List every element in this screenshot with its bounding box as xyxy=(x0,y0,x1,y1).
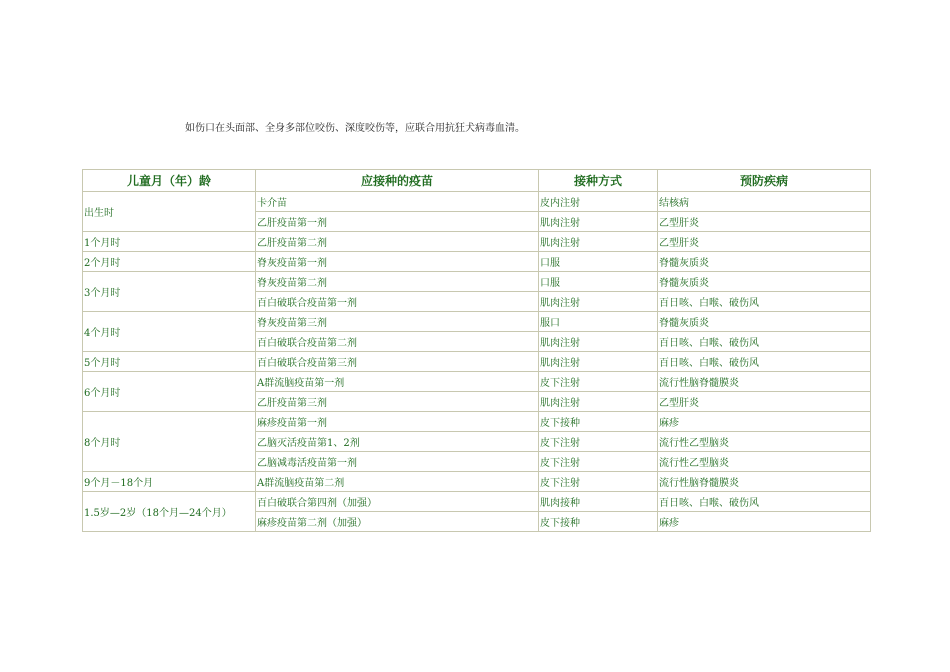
disease-cell: 乙型肝炎 xyxy=(658,392,871,412)
disease-cell: 百日咳、白喉、破伤风 xyxy=(658,492,871,512)
disease-cell: 百日咳、白喉、破伤风 xyxy=(658,352,871,372)
disease-cell: 百日咳、白喉、破伤风 xyxy=(658,292,871,312)
vaccine-cell: 卡介苗 xyxy=(256,192,539,212)
vaccination-schedule-table xyxy=(82,169,871,532)
header-vaccine: 应接种的疫苗 xyxy=(256,170,539,192)
method-cell: 皮下注射 xyxy=(539,452,658,472)
vaccine-cell: A群流脑疫苗第二剂 xyxy=(256,472,539,492)
disease-cell: 乙型肝炎 xyxy=(658,212,871,232)
disease-cell: 流行性乙型脑炎 xyxy=(658,452,871,472)
method-cell: 肌肉注射 xyxy=(539,212,658,232)
header-method: 接种方式 xyxy=(539,170,658,192)
age-cell: 出生时 xyxy=(83,192,256,232)
table-row xyxy=(83,192,871,212)
rabies-note: 如伤口在头面部、全身多部位咬伤、深度咬伤等，应联合用抗狂犬病毒血清。 xyxy=(185,123,525,134)
table-row xyxy=(83,272,871,292)
method-cell: 肌肉注射 xyxy=(539,392,658,412)
table-row xyxy=(83,412,871,432)
vaccine-cell: 乙脑减毒活疫苗第一剂 xyxy=(256,452,539,472)
disease-cell: 乙型肝炎 xyxy=(658,232,871,252)
age-cell: 9个月－18个月 xyxy=(83,472,256,492)
vaccine-cell: 百白破联合疫苗第三剂 xyxy=(256,352,539,372)
disease-cell: 脊髓灰质炎 xyxy=(658,312,871,332)
age-cell: 8个月时 xyxy=(83,412,256,472)
disease-cell: 脊髓灰质炎 xyxy=(658,252,871,272)
table-header-row xyxy=(83,170,871,192)
vaccine-cell: 脊灰疫苗第二剂 xyxy=(256,272,539,292)
method-cell: 口服 xyxy=(539,272,658,292)
method-cell: 肌肉注射 xyxy=(539,332,658,352)
method-cell: 皮下接种 xyxy=(539,512,658,532)
vaccine-cell: 百白破联合第四剂（加强） xyxy=(256,492,539,512)
age-cell: 2个月时 xyxy=(83,252,256,272)
vaccine-cell: A群流脑疫苗第一剂 xyxy=(256,372,539,392)
vaccine-cell: 麻疹疫苗第一剂 xyxy=(256,412,539,432)
age-cell: 3个月时 xyxy=(83,272,256,312)
table-body xyxy=(83,192,871,532)
table-row xyxy=(83,312,871,332)
vaccine-cell: 乙肝疫苗第三剂 xyxy=(256,392,539,412)
age-cell: 1.5岁—2岁（18个月—24个月） xyxy=(83,492,256,532)
disease-cell: 麻疹 xyxy=(658,512,871,532)
vaccine-cell: 脊灰疫苗第一剂 xyxy=(256,252,539,272)
table-row xyxy=(83,252,871,272)
method-cell: 口服 xyxy=(539,252,658,272)
disease-cell: 流行性脑脊髓膜炎 xyxy=(658,472,871,492)
table-row xyxy=(83,352,871,372)
disease-cell: 百日咳、白喉、破伤风 xyxy=(658,332,871,352)
method-cell: 皮下接种 xyxy=(539,412,658,432)
vaccine-cell: 乙肝疫苗第二剂 xyxy=(256,232,539,252)
method-cell: 皮下注射 xyxy=(539,472,658,492)
method-cell: 皮内注射 xyxy=(539,192,658,212)
disease-cell: 麻疹 xyxy=(658,412,871,432)
header-age: 儿童月（年）龄 xyxy=(83,170,256,192)
method-cell: 肌肉注射 xyxy=(539,352,658,372)
age-cell: 4个月时 xyxy=(83,312,256,352)
disease-cell: 流行性脑脊髓膜炎 xyxy=(658,372,871,392)
method-cell: 皮下注射 xyxy=(539,432,658,452)
method-cell: 服口 xyxy=(539,312,658,332)
table-row xyxy=(83,232,871,252)
header-disease: 预防疾病 xyxy=(658,170,871,192)
vaccine-cell: 百白破联合疫苗第一剂 xyxy=(256,292,539,312)
table-row xyxy=(83,492,871,512)
table-row xyxy=(83,372,871,392)
age-cell: 6个月时 xyxy=(83,372,256,412)
table-row xyxy=(83,472,871,492)
method-cell: 肌肉注射 xyxy=(539,232,658,252)
method-cell: 皮下注射 xyxy=(539,372,658,392)
vaccine-cell: 百白破联合疫苗第二剂 xyxy=(256,332,539,352)
age-cell: 5个月时 xyxy=(83,352,256,372)
method-cell: 肌肉接种 xyxy=(539,492,658,512)
disease-cell: 结核病 xyxy=(658,192,871,212)
disease-cell: 流行性乙型脑炎 xyxy=(658,432,871,452)
vaccine-cell: 麻疹疫苗第二剂（加强） xyxy=(256,512,539,532)
age-cell: 1个月时 xyxy=(83,232,256,252)
vaccine-cell: 乙脑灭活疫苗第1、2剂 xyxy=(256,432,539,452)
vaccine-cell: 乙肝疫苗第一剂 xyxy=(256,212,539,232)
vaccine-cell: 脊灰疫苗第三剂 xyxy=(256,312,539,332)
disease-cell: 脊髓灰质炎 xyxy=(658,272,871,292)
method-cell: 肌肉注射 xyxy=(539,292,658,312)
